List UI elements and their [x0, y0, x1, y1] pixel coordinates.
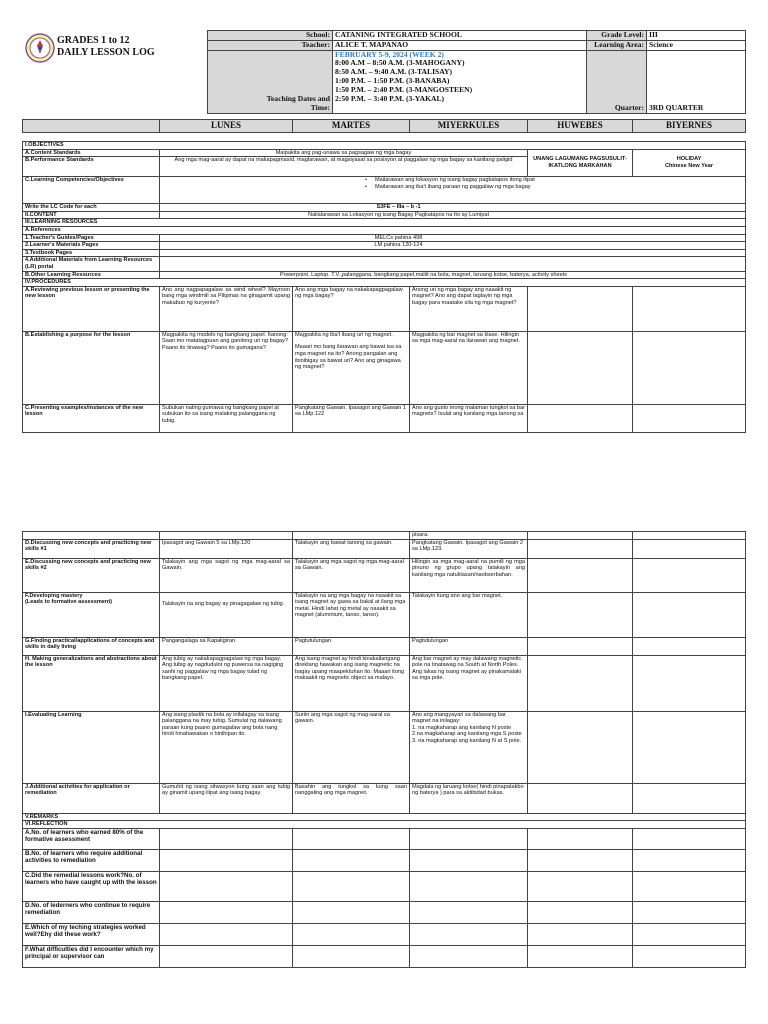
reflection-c-tuesday [293, 871, 410, 901]
dates-label-1: Teaching Dates and [266, 94, 330, 103]
competency-1: • Mailarawan ang lokasyon ng isang bagay pagkatapos itong ilipat [365, 177, 743, 184]
reflection-a-label: A.No. of learners who earned 80% of the formative assessment [23, 828, 160, 849]
info-table [207, 30, 746, 114]
quarter-value: 3RD QUARTER [647, 50, 746, 113]
proc-h-label: H. Making generalizations and abstractions about the lesson [23, 655, 160, 711]
school-value: CATANING INTEGRATED SCHOOL [333, 31, 587, 41]
lr-portal-label: 4.Additional Materials from Learning Resources (LR) portal [23, 257, 160, 271]
reflection-d-monday [160, 901, 293, 923]
proc-h-monday-1: Ang tubig ay nakakapagpagalaw ng mga bagay. [162, 655, 282, 662]
lr-portal-value [160, 257, 746, 271]
reflection-f-thursday [528, 945, 633, 967]
proc-h-wednesday-1: Ang bar magnet ay may dalawang magnetic pole na tinatawag na South at North Poles. [412, 655, 522, 669]
reflection-b-tuesday [293, 849, 410, 871]
section-remarks: V.REMARKS [23, 813, 746, 821]
teachers-guide-label: 1.Teacher's Guides/Pages [23, 234, 160, 242]
reflection-c-label: C.Did the remedial lessons work?No. of learners who have caught up with the lesson [23, 871, 160, 901]
proc-f-label-1: F.Developing mastery [25, 592, 83, 599]
area-value: Science [647, 40, 746, 50]
reflection-e-monday [160, 923, 293, 945]
proc-i-monday: Ang isang plastik na bola ay inilalagay sa isang palanggana na may tubig. Sumulat ng dalawang paraan kung paano gumagalaw ang bola nang hindi hinahawakan o hinihipan ito. [160, 711, 293, 783]
content-standards-value: Maipakita ang pag-unawa sa pagsagaw ng mga bagay [160, 149, 528, 157]
day-tuesday: MARTES [293, 120, 410, 133]
area-label: Learning Area: [587, 40, 647, 50]
reflection-a-thursday [528, 828, 633, 849]
proc-a-thursday [528, 286, 633, 331]
friday-note-line-1: HOLIDAY [676, 156, 702, 163]
proc-e-thursday [528, 558, 633, 592]
reflection-b-thursday [528, 849, 633, 871]
reflection-d-thursday [528, 901, 633, 923]
proc-d-thursday [528, 539, 633, 558]
dates-label-2: Time: [310, 102, 330, 112]
schedule-5: 2:50 P.M. – 3:40 P.M. (3-YAKAL) [335, 93, 445, 103]
reflection-d-friday [633, 901, 746, 923]
lc-code-label: Write the LC Code for each [23, 204, 160, 212]
proc-i-wednesday-1: Ano ang mangyayari sa dalawang bar magnet na inilagay: [412, 711, 506, 725]
proc-d-friday [633, 539, 746, 558]
section-reflection: VI.REFLECTION [23, 821, 746, 829]
proc-i-thursday [528, 711, 633, 783]
proc-h-monday-2: Ang tubig ay nagdudulot ng puwersa na nagiging sanhi ng paggalaw ng mga bagay tulad ng bangkang papel. [162, 662, 284, 682]
content-standards-label: A.Content Standards [23, 149, 160, 157]
proc-f-label-2: (Leads to formative assessment) [25, 599, 113, 606]
proc-c-wednesday-cont: pisara. [410, 532, 528, 540]
proc-f-monday: Talakayin na ang bagay ay pinagagalaw ng tubig. [160, 592, 293, 637]
textbook-pages-value [160, 249, 746, 257]
proc-g-monday: Pangangalaga sa Kapaligiran [160, 637, 293, 655]
day-friday: BIYERNES [633, 120, 746, 133]
continued-monday [160, 532, 293, 540]
week-label: FEBRUARY 5-9, 2024 (WEEK 2) [335, 50, 444, 59]
performance-standards-label: B.Performance Standards [23, 157, 160, 177]
references-label: A.References [23, 226, 746, 234]
section-learning-resources: III.LEARNING RESOURCES [23, 219, 746, 227]
reflection-f-tuesday [293, 945, 410, 967]
proc-b-monday: Magpakita ng modelo ng bangkang papel. Itanong: Saan mo matatagpuan ang ganitong uri ng bagay? Paano ito tinawag? Paano ito gumagana? [160, 331, 293, 404]
teachers-guide-value: MELCs pahina 498 [160, 234, 746, 242]
competencies-value [160, 177, 746, 204]
proc-h-friday [633, 655, 746, 711]
content-label: II.CONTENT [23, 211, 160, 219]
section-objectives: I.OBJECTIVES [23, 142, 746, 150]
other-resources-label: B.Other Learning Resources [23, 271, 160, 279]
grade-value: III [647, 31, 746, 41]
title-line-1: GRADES 1 to 12 [57, 35, 130, 46]
reflection-e-wednesday [410, 923, 528, 945]
proc-c-tuesday: Pangkatang Gawain. Ipasagot ang Gawain 1 sa LMp.122 [293, 404, 410, 432]
proc-h-tuesday: Ang isang magnet ay hindi kinakailangang direktang hawakan ang isang magnetic na bagay upang maapektuhan ito. Maaari itong makaakit ng magnetic object sa malayo. [293, 655, 410, 711]
title-line-2: DAILY LESSON LOG [57, 47, 155, 58]
proc-d-monday: Ipasagot ang Gawain 5 sa LMp.120 [160, 539, 293, 558]
lc-code-value: S3FE – IIIa – b -1 [160, 204, 746, 212]
proc-b-friday [633, 331, 746, 404]
reflection-f-friday [633, 945, 746, 967]
reflection-f-wednesday [410, 945, 528, 967]
day-thursday: HUWEBES [528, 120, 633, 133]
schedule-1: 8:00 A.M – 8:50 A.M. (3-MAHOGANY) [335, 58, 465, 68]
proc-i-wednesday-2: 1. na magkaharap ang kanilang N poste [412, 724, 512, 731]
schedule-4: 1:50 P.M. – 2:40 P.M. (3-MANGOSTEEN) [335, 84, 473, 94]
thursday-assessment-note [528, 149, 633, 177]
reflection-a-wednesday [410, 828, 528, 849]
proc-e-friday [633, 558, 746, 592]
proc-d-tuesday: Talakayin ang bawat tanong sa gawain. [293, 539, 410, 558]
proc-a-wednesday: Anong uri ng mga bagay ang naaakit ng magnet? Ano ang dapat taglayin ng mga bagay para maatake sila ng mga magnet? [410, 286, 528, 331]
day-header-table [22, 119, 746, 133]
reflection-e-label: E.Which of my teching strategies worked well?Ehy did these work? [23, 923, 160, 945]
learners-materials-label: 2.Learner's Materials Pages [23, 242, 160, 250]
content-value: Nailalarawan sa Lokasyon ng isang Bagay Pagkatapos na Ito ay Lumipat [160, 211, 746, 219]
proc-b-tuesday-2: Maaari mo bang ilarawan ang bawat isa sa mga magnet na ito? Anong pangalan ang ibinibigay sa bawat uri? Ano ang ginagawa ng magnet? [295, 344, 402, 371]
day-wednesday: MIYERKULES [410, 120, 528, 133]
lesson-table-page-2 [22, 531, 746, 968]
reflection-a-friday [633, 828, 746, 849]
quarter-label: Quarter: [587, 50, 647, 113]
section-procedures: IV.PROCEDURES [23, 279, 746, 287]
proc-a-friday [633, 286, 746, 331]
proc-c-label: C.Presenting examples/instances of the new lesson [23, 404, 160, 432]
proc-f-friday [633, 592, 746, 637]
proc-h-wednesday [410, 655, 528, 711]
proc-b-label: B.Establishing a purpose for the lesson [23, 331, 160, 404]
proc-j-wednesday: Magdala ng laruang kotse( hindi pinapatakbo ng baterya ) para sa aktibidad bukas. [410, 783, 528, 813]
proc-i-label: I.Evaluating Learning [23, 711, 160, 783]
proc-h-thursday [528, 655, 633, 711]
competency-2: • Mailarawan ang iba't ibang paraan ng paggalaw ng mga bagay [365, 184, 743, 191]
proc-i-wednesday-3: 2.na magkaharap ang kanilang mga S poste [412, 731, 522, 738]
proc-g-wednesday: Pagtutulungan [410, 637, 528, 655]
proc-c-monday: Subukan nating gumawa ng bangkang papel at subukan ito sa isang malaking palanggana ng tubig. [160, 404, 293, 432]
proc-g-friday [633, 637, 746, 655]
reflection-f-label: F.What difficulties did I encounter which my principal or supervisor can [23, 945, 160, 967]
proc-g-label: G.Finding practical/applications of concepts and skills in daily living [23, 637, 160, 655]
proc-a-label: A.Reviewing previous lesson or presenting the new lesson [23, 286, 160, 331]
grade-label: Grade Level: [587, 31, 647, 41]
schedule-3: 1:00 P.M. – 1:50 P.M. (3-BANABA) [335, 75, 450, 85]
reflection-d-wednesday [410, 901, 528, 923]
proc-b-tuesday-1: Magpakita ng iba't ibang uri ng magnet. [295, 331, 393, 338]
reflection-a-tuesday [293, 828, 410, 849]
proc-d-wednesday: Pangkatang Gawain. Ipasagot ang Gawain 2 sa LMp.123. [410, 539, 528, 558]
proc-f-thursday [528, 592, 633, 637]
friday-note-line-2: Chinese New Year [664, 162, 714, 169]
proc-c-wednesday: Ano ang gusto mong malaman tungkol sa bar magnets? Isulat ang kanilang mga tanong sa [410, 404, 528, 432]
proc-c-friday [633, 404, 746, 432]
reflection-e-thursday [528, 923, 633, 945]
day-header-blank [23, 120, 160, 133]
lesson-table-page-1 [22, 141, 746, 433]
proc-j-friday [633, 783, 746, 813]
dll-title [57, 35, 155, 59]
textbook-pages-label: 3.Textbook Pages [23, 249, 160, 257]
proc-j-monday: Gumuhit ng isang sitwasyon kung saan ang tubig ay ginamit upang ilipat ang isang bagay. [160, 783, 293, 813]
friday-holiday-note [633, 149, 746, 177]
proc-a-monday: Ano ang nagpapagalaw sa wind wheel? Mayroon bang mga windmill sa Pilipinas na ginagamit upang makabuo ng kuryente? [160, 286, 293, 331]
proc-f-wednesday: Talakayin kung ano ang bar magnet. [410, 592, 528, 637]
competencies-label: C.Learning Competencies/Objectives [23, 177, 160, 204]
reflection-c-wednesday [410, 871, 528, 901]
reflection-e-friday [633, 923, 746, 945]
proc-i-tuesday: Suriin ang mga sagot ng mag-aaral sa gawain. [293, 711, 410, 783]
reflection-d-tuesday [293, 901, 410, 923]
proc-i-wednesday-4: 3. na magkaharap ang kanilang N at S pole. [412, 737, 522, 744]
other-resources-value: Powerpoint. Laptop. T.V.,palanggana, bangkang papel,maliit na bola, magnet, laruang kotse, baterya, activity sheets [160, 271, 746, 279]
day-monday: LUNES [160, 120, 293, 133]
proc-e-tuesday: Talakayin ang mga sagot ng mga mag-aaral sa Gawain. [293, 558, 410, 592]
proc-g-tuesday: Pagtutulungan [293, 637, 410, 655]
proc-d-label: D.Discussing new concepts and practicing new skills #1 [23, 539, 160, 558]
reflection-b-friday [633, 849, 746, 871]
proc-e-monday: Talakayin ang mga sagot ng mga mag-aaral sa Gawain. [160, 558, 293, 592]
school-label: School: [208, 31, 333, 41]
thursday-note-line-2: IKATLONG MARKAHAN [548, 162, 612, 169]
proc-b-tuesday [293, 331, 410, 404]
deped-seal-icon [25, 33, 55, 63]
proc-f-tuesday: Talakayin na ang mga bagay na naaakit sa isang magnet ay gawa sa bakal at ilang mga metal. Hindi lahat ng metal ay naaakit sa magnet (aluminium, tanso, tanso). [293, 592, 410, 637]
proc-g-thursday [528, 637, 633, 655]
proc-h-monday [160, 655, 293, 711]
proc-j-label: J.Additional activities for application or remediation [23, 783, 160, 813]
continued-thursday [528, 532, 633, 540]
thursday-note-line-1: UNANG LAGUMANG PAGSUSULIT- [533, 156, 627, 163]
reflection-d-label: D.No. of lederners who continue to require remediation [23, 901, 160, 923]
reflection-c-monday [160, 871, 293, 901]
reflection-a-monday [160, 828, 293, 849]
reflection-b-monday [160, 849, 293, 871]
proc-i-friday [633, 711, 746, 783]
proc-b-wednesday: Magpakita ng bar magnet sa klase. Hilingin sa mga mag-aaral na ilarawan ang magnet. [410, 331, 528, 404]
proc-e-wednesday: Hilingin sa mga mag-aaral na pumili ng mga pinuno ng grupo upang talakayin ang kanilang mga natuklasan/naobserbahan. [410, 558, 528, 592]
proc-j-thursday [528, 783, 633, 813]
continued-tuesday [293, 532, 410, 540]
reflection-b-label: B.No. of learners who require additional activities to remediation [23, 849, 160, 871]
proc-c-thursday [528, 404, 633, 432]
reflection-f-monday [160, 945, 293, 967]
schedule-2: 8:50 A.M. – 9:40 A.M. (3-TALISAY) [335, 67, 453, 77]
proc-i-wednesday [410, 711, 528, 783]
reflection-c-friday [633, 871, 746, 901]
learners-materials-value: LM pahina 120-124 [160, 242, 746, 250]
proc-j-tuesday: Basahin ang tungkol sa kung saan nanggaling ang mga magnet. [293, 783, 410, 813]
proc-e-label: E.Discussing new concepts and practicing new skills #2 [23, 558, 160, 592]
proc-b-thursday [528, 331, 633, 404]
continued-friday [633, 532, 746, 540]
proc-a-tuesday: Ano ang mga bagay na nakakapagpagalaw ng mga bagay? [293, 286, 410, 331]
proc-h-wednesday-2: Ang lakas ng isang magnet ay pinakamalaki sa mga pole. [412, 668, 522, 682]
proc-f-label [23, 592, 160, 637]
reflection-b-wednesday [410, 849, 528, 871]
dates-label [208, 50, 333, 113]
teacher-label: Teacher: [208, 40, 333, 50]
performance-standards-value: Ang mga mag-aaral ay dapat na makapagmasid, maglarawan, at magsiyasat sa posisyon at paggalaw ng mga bagay sa kanilang paligid [160, 157, 528, 177]
reflection-c-thursday [528, 871, 633, 901]
teacher-value: ALICE T. MAPANAO [333, 40, 587, 50]
dates-value [333, 50, 587, 113]
reflection-e-tuesday [293, 923, 410, 945]
continued-label [23, 532, 160, 540]
